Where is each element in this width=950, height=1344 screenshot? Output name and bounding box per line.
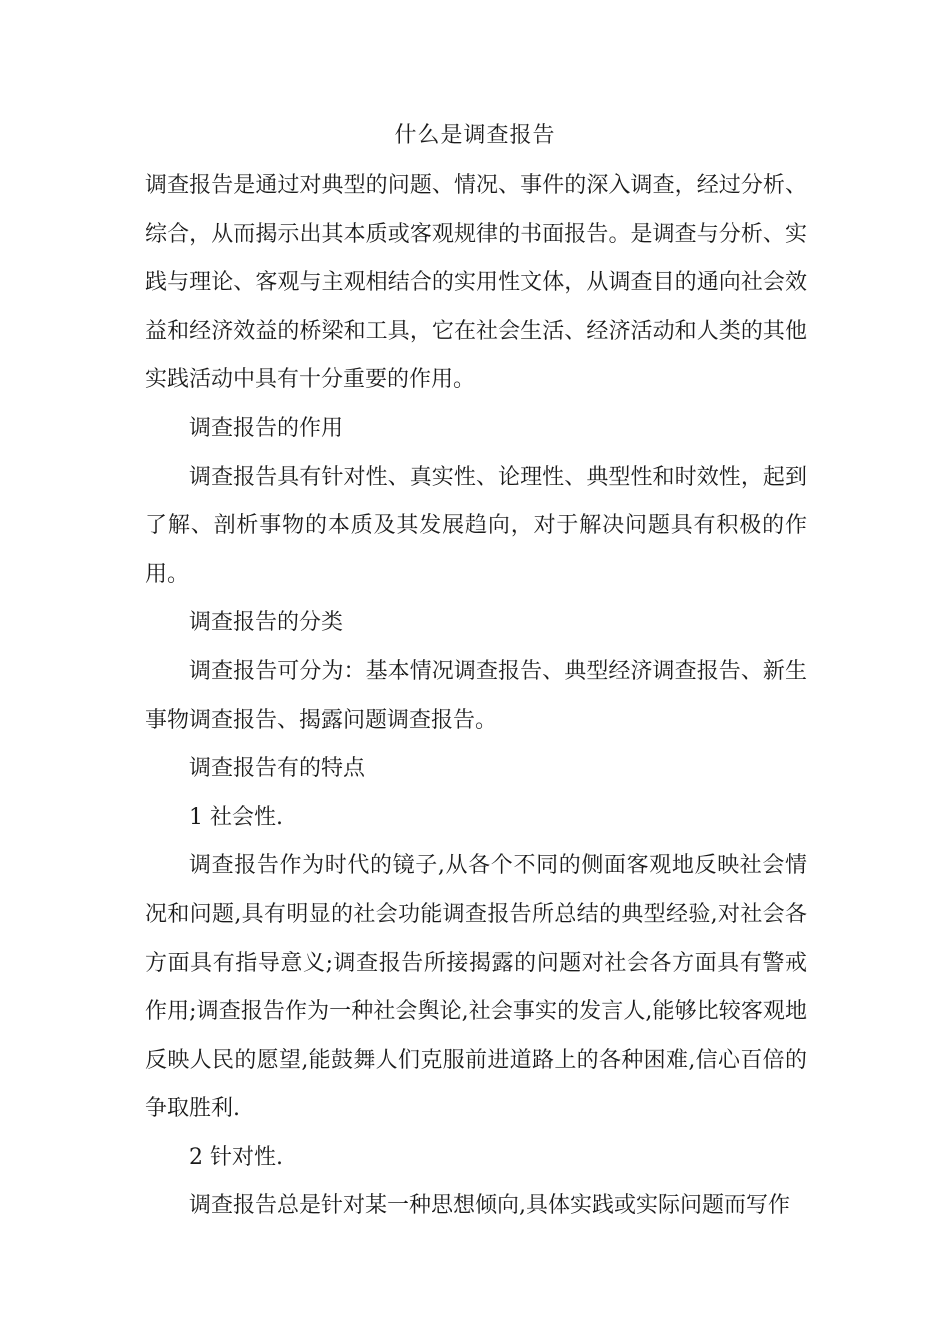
paragraph-classification: 调查报告可分为：基本情况调查报告、典型经济调查报告、新生事物调查报告、揭露问题调查报告。 <box>145 658 807 733</box>
paragraph-social: 调查报告作为时代的镜子,从各个不同的侧面客观地反映社会情况和问题,具有明显的社会功能调查报告所总结的典型经验,对社会各方面具有指导意义;调查报告所接揭露的问题对社会各方面具有警戒作用;调查报告作为一种社会舆论,社会事实的发言人,能够比较客观地反映人民的愿望,能鼓舞人们克服前进道路上的各种困难,信心百倍的争取胜利. <box>145 853 807 1122</box>
paragraph-function: 调查报告具有针对性、真实性、论理性、典型性和时效性，起到了解、剖析事物的本质及其发展趋向，对于解决问题具有积极的作用。 <box>145 464 807 587</box>
section-heading-features: 调查报告有的特点 <box>189 756 366 782</box>
feature-heading-social: 1 社会性. <box>189 804 283 830</box>
document-body <box>145 162 807 1231</box>
paragraph-targeted: 调查报告总是针对某一种思想倾向,具体实践或实际问题而写作 <box>189 1193 790 1219</box>
paragraph-intro: 调查报告是通过对典型的问题、情况、事件的深入调查，经过分析、综合，从而揭示出其本质或客观规律的书面报告。是调查与分析、实践与理论、客观与主观相结合的实用性文体，从调查目的通向社会效益和经济效益的桥梁和工具，它在社会生活、经济活动和人类的其他实践活动中具有十分重要的作用。 <box>145 173 807 393</box>
section-heading-classification: 调查报告的分类 <box>189 610 344 636</box>
document-title: 什么是调查报告 <box>394 123 556 148</box>
feature-heading-targeted: 2 针对性. <box>189 1144 283 1170</box>
section-heading-function: 调查报告的作用 <box>189 415 344 441</box>
